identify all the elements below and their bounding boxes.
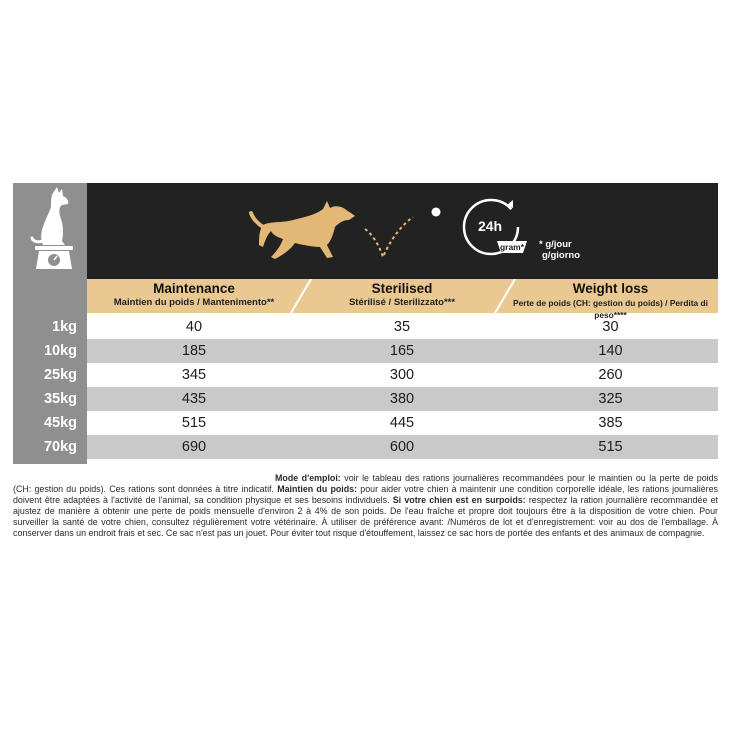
maintenance-value: 40 xyxy=(185,319,203,335)
weight-loss-value: 140 xyxy=(598,343,623,359)
sterilised-value: 35 xyxy=(393,319,411,335)
sitting-dog-on-scale-icon xyxy=(13,183,87,279)
sterilised-value: 600 xyxy=(389,439,415,455)
maintenance-value: 515 xyxy=(181,415,207,431)
instructions-label-2: Maintien du poids: xyxy=(277,484,358,494)
maintenance-value: 690 xyxy=(181,439,207,455)
weight-loss-value: 30 xyxy=(602,319,619,335)
weight-label: 45kg xyxy=(43,415,77,431)
sterilised-value: 300 xyxy=(389,367,415,383)
column-subtitle: Perte de poids (CH: gestion du poids) / Perdita di peso**** xyxy=(513,298,708,320)
unit-line-2: g/giorno xyxy=(542,250,580,261)
weight-label: 25kg xyxy=(43,367,77,383)
instructions-body-2: pour aider votre chien à maintenir une condition corporelle idéale, les rations journalières doivent être adaptées à l'activité de l'animal, sa condition physique et ses besoins individuels. xyxy=(13,484,718,505)
weight-loss-value: 515 xyxy=(598,439,623,455)
table-row xyxy=(87,435,718,459)
weight-loss-value: 260 xyxy=(598,367,623,383)
table-row xyxy=(87,339,718,363)
column-title: Maintenance xyxy=(153,281,235,296)
weight-label: 35kg xyxy=(43,391,77,407)
weight-label: 10kg xyxy=(43,343,77,359)
weight-loss-value: 325 xyxy=(598,391,623,407)
weight-label: 1kg xyxy=(52,319,77,335)
instructions-text xyxy=(13,473,718,539)
maintenance-value: 345 xyxy=(181,367,207,383)
instructions-label-3: Si votre chien est en surpoids: xyxy=(392,495,526,505)
ball-trajectory-icon xyxy=(365,208,441,258)
instructions-label: Mode d'emploi: xyxy=(275,473,341,483)
weight-label: 70kg xyxy=(43,439,77,455)
column-subtitle: Stérilisé / Sterilizzato*** xyxy=(348,297,456,308)
maintenance-value: 435 xyxy=(181,391,207,407)
table-row xyxy=(87,411,718,435)
clock-label: 24h xyxy=(477,218,503,234)
feeding-table-header xyxy=(87,183,718,279)
weight-column xyxy=(13,183,87,464)
running-dog-icon xyxy=(251,201,355,259)
sterilised-value: 165 xyxy=(389,343,415,359)
table-row xyxy=(87,387,718,411)
column-title: Sterilised xyxy=(371,281,433,296)
maintenance-value: 185 xyxy=(181,343,207,359)
instructions-body-1: voir le tableau des rations journalières recommandées pour le maintien ou la perte de poids (CH: gestion du poids). Ces rations sont données à titre indicatif. xyxy=(13,473,718,494)
table-row xyxy=(87,363,718,387)
gram-label: gram* xyxy=(499,242,525,252)
column-subtitle: Maintien du poids / Mantenimento** xyxy=(113,297,275,308)
table-row xyxy=(87,315,718,339)
instructions-body-3: respectez la ration journalière recommandée et ajustez de manière à obtenir une perte de poids mensuelle d'environ 2 à 4% de son poids. De l'eau fraîche et propre doit toujours être à la disposition de votre chien. Pour surveiller la santé de votre chien, consultez régulièrement votre vétérinaire. À utiliser de préférence avant: /Numéros de lot et d'enregistrement: voir au dos de l'emballage. À conserver dans un endroit frais et sec. Ce sac n'est pas un jouet. Pour éviter tout risque d'étouffement, laissez ce sac hors de portée des enfants et des animaux de compagnie. xyxy=(13,495,718,538)
sterilised-value: 445 xyxy=(389,415,415,431)
unit-line-1: * g/jour xyxy=(539,239,572,250)
food-bowl-icon xyxy=(497,241,527,253)
unit-note xyxy=(539,239,580,261)
column-dividers xyxy=(87,279,718,313)
column-title: Weight loss xyxy=(572,281,649,296)
weight-loss-value: 385 xyxy=(598,415,623,431)
sterilised-value: 380 xyxy=(389,391,415,407)
